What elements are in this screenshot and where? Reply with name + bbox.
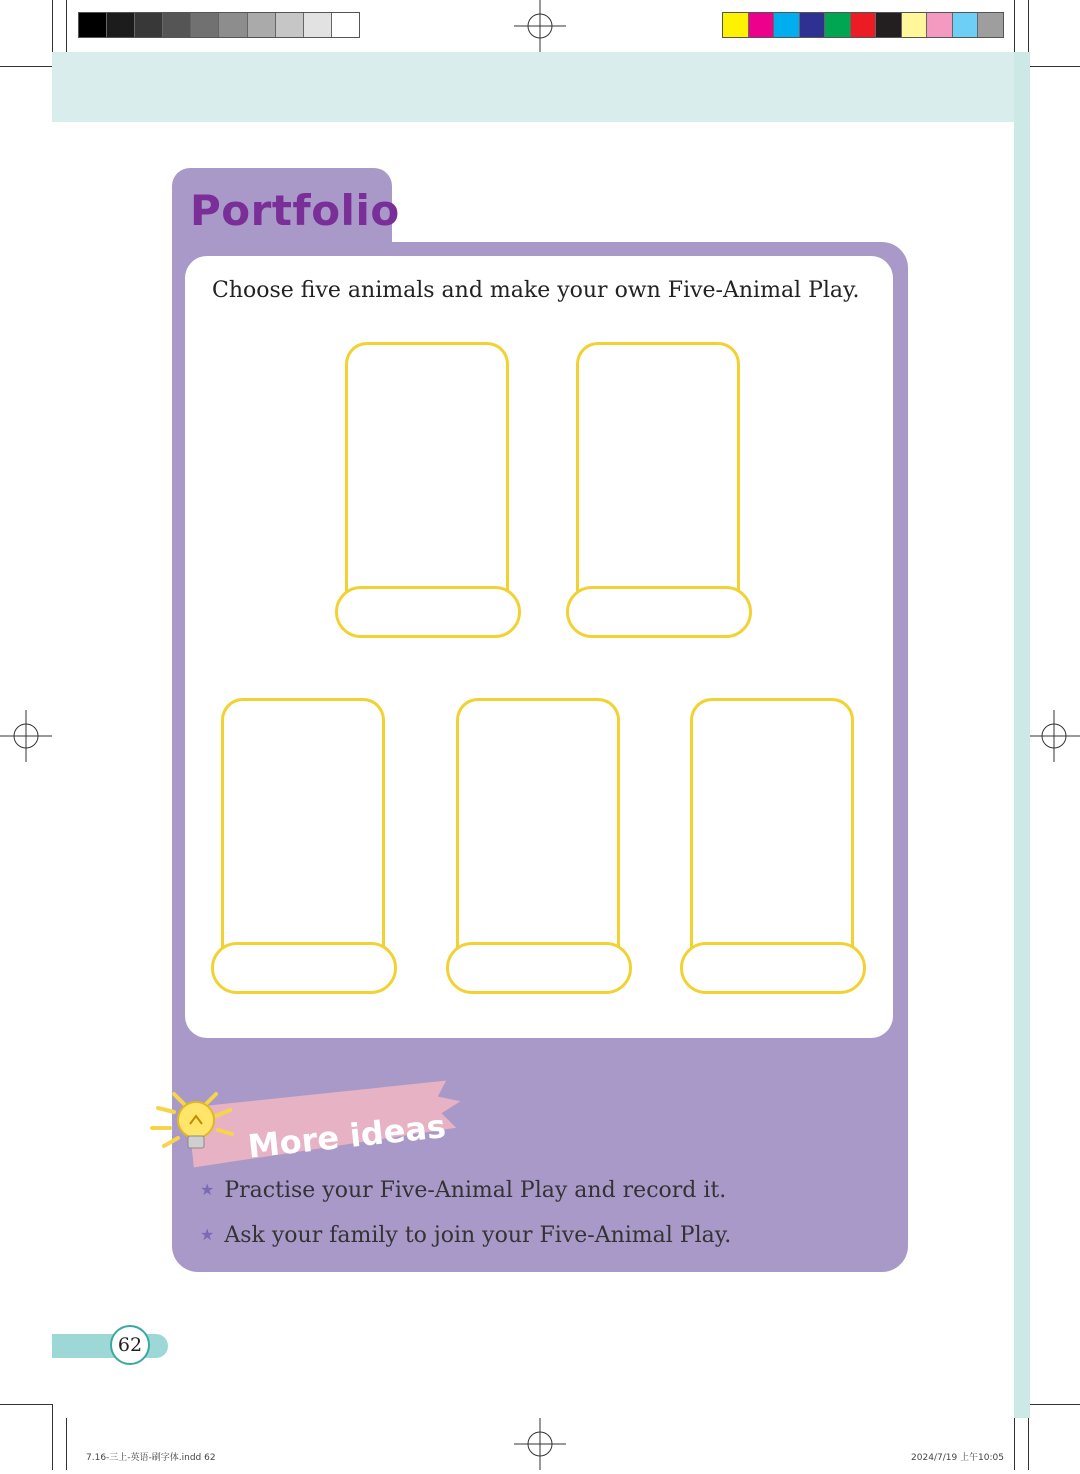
color-swatch [774, 13, 800, 37]
color-swatch [825, 13, 851, 37]
color-swatch [902, 13, 928, 37]
cmyk-color-bar [722, 12, 1004, 38]
registration-mark-icon [0, 710, 52, 762]
more-ideas-banner [150, 1064, 490, 1184]
crop-mark [52, 1404, 53, 1470]
registration-mark-icon [1028, 710, 1080, 762]
color-swatch [191, 13, 219, 37]
color-swatch [107, 13, 135, 37]
crop-mark [66, 1418, 67, 1470]
idea-item-1 [200, 1178, 726, 1203]
top-header-band [52, 52, 1028, 122]
color-swatch [79, 13, 107, 37]
star-bullet-icon: ★ [200, 1225, 215, 1244]
name-label-area[interactable] [211, 942, 397, 994]
color-swatch [800, 13, 826, 37]
name-label-area[interactable] [446, 942, 632, 994]
color-swatch [978, 13, 1003, 37]
more-ideas-title: More ideas [245, 1106, 448, 1166]
star-bullet-icon: ★ [200, 1180, 215, 1199]
color-swatch [851, 13, 877, 37]
color-swatch [332, 13, 359, 37]
activity-instruction: Choose five animals and make your own Five-Animal Play. [212, 278, 860, 303]
color-swatch [276, 13, 304, 37]
color-swatch [953, 13, 979, 37]
name-label-area[interactable] [566, 586, 752, 638]
name-label-area[interactable] [680, 942, 866, 994]
color-swatch [927, 13, 953, 37]
drawing-area[interactable] [456, 698, 620, 956]
crop-mark [1028, 66, 1080, 67]
color-swatch [248, 13, 276, 37]
drawing-frame-3[interactable] [211, 698, 397, 994]
crop-mark [66, 0, 67, 52]
grayscale-color-bar [78, 12, 360, 38]
color-swatch [219, 13, 247, 37]
color-swatch [304, 13, 332, 37]
drawing-frame-2[interactable] [566, 342, 752, 638]
drawing-frame-5[interactable] [680, 698, 866, 994]
drawing-area[interactable] [576, 342, 740, 600]
drawing-area[interactable] [690, 698, 854, 956]
registration-mark-icon [514, 1418, 566, 1470]
idea-text: Ask your family to join your Five-Animal Play. [224, 1223, 732, 1248]
crop-mark [0, 66, 52, 67]
drawing-area[interactable] [221, 698, 385, 956]
page-number: 62 [110, 1325, 150, 1365]
name-label-area[interactable] [335, 586, 521, 638]
color-swatch [749, 13, 775, 37]
color-swatch [163, 13, 191, 37]
crop-mark [0, 1404, 52, 1405]
crop-mark [1028, 1404, 1080, 1405]
color-swatch [135, 13, 163, 37]
right-edge-band [1014, 52, 1030, 1418]
color-swatch [723, 13, 749, 37]
more-ideas-ribbon [150, 1064, 490, 1184]
drawing-frame-1[interactable] [335, 342, 521, 638]
crop-mark [1014, 0, 1015, 52]
footer-timestamp: 2024/7/19 上午10:05 [911, 1453, 1004, 1463]
crop-mark [1014, 1418, 1015, 1470]
registration-mark-icon [514, 0, 566, 52]
drawing-area[interactable] [345, 342, 509, 600]
idea-item-2 [200, 1223, 731, 1248]
portfolio-title: Portfolio [190, 186, 400, 235]
footer-file-info: 7.16-三上-英语-刷字体.indd 62 [86, 1453, 216, 1463]
drawing-frame-4[interactable] [446, 698, 632, 994]
idea-text: Practise your Five-Animal Play and record it. [224, 1178, 727, 1203]
color-swatch [876, 13, 902, 37]
